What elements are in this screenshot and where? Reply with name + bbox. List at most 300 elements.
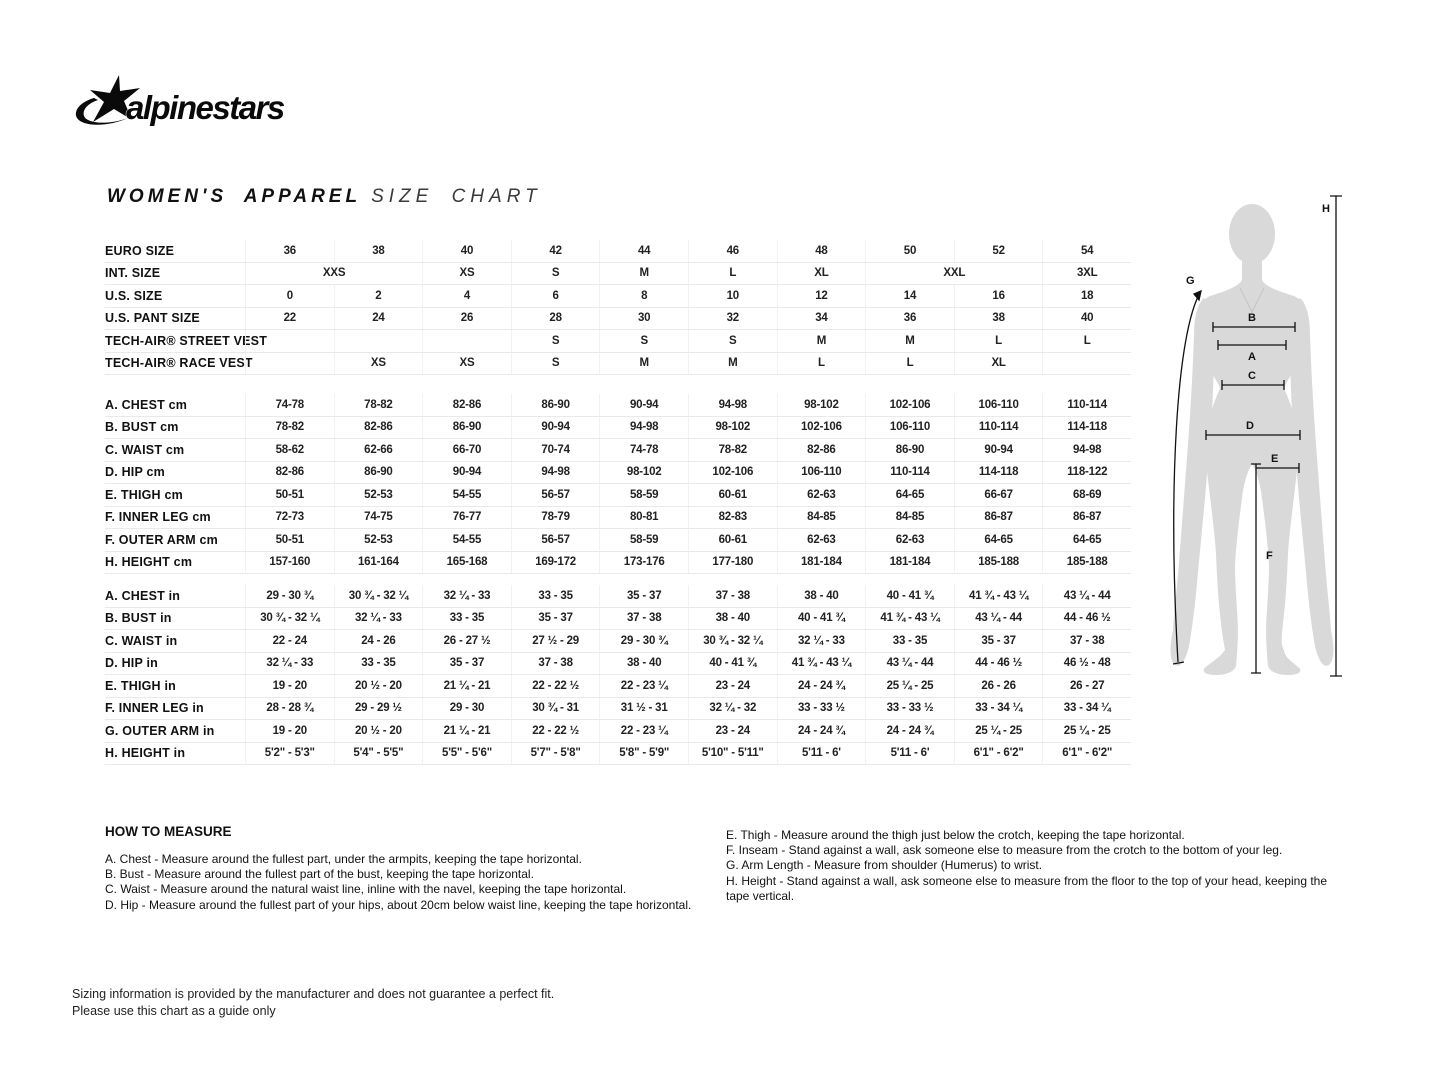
- size-table-section-in: [105, 585, 1131, 765]
- table-cell: 43 ¼ - 44: [954, 608, 1043, 630]
- row-label: D. HIP in: [105, 656, 158, 671]
- table-cell: 86-90: [511, 394, 600, 416]
- table-cell: 6'1" - 6'2": [954, 743, 1043, 765]
- table-cell: 44 - 46 ½: [954, 653, 1043, 675]
- row-label: G. OUTER ARM in: [105, 723, 215, 738]
- table-cell: 40: [1042, 308, 1131, 330]
- table-cell: 90-94: [422, 462, 511, 484]
- size-table-section-tech_air: [105, 330, 1131, 375]
- table-cell: 32: [688, 308, 777, 330]
- table-cell: L: [777, 353, 866, 375]
- row-label: F. INNER LEG in: [105, 701, 204, 716]
- table-cell: 4: [422, 285, 511, 307]
- table-cell: M: [599, 353, 688, 375]
- table-cell: 78-82: [688, 439, 777, 461]
- table-row: [105, 630, 1131, 653]
- table-cell: 78-82: [245, 417, 334, 439]
- size-table-section-cm: [105, 394, 1131, 574]
- table-row: [105, 330, 1131, 353]
- row-label: C. WAIST in: [105, 633, 178, 648]
- table-cell: [334, 330, 423, 352]
- table-cell: 24 - 26: [334, 630, 423, 652]
- table-cell: 58-62: [245, 439, 334, 461]
- table-cell: 86-90: [422, 417, 511, 439]
- row-label: E. THIGH cm: [105, 487, 183, 502]
- table-cell: 114-118: [954, 462, 1043, 484]
- table-cell: XS: [422, 353, 511, 375]
- table-cell: 22 - 23 ¼: [599, 720, 688, 742]
- table-cell: 52: [954, 240, 1043, 262]
- row-label: H. HEIGHT cm: [105, 555, 193, 570]
- table-cell: 82-86: [334, 417, 423, 439]
- table-cell: 94-98: [688, 394, 777, 416]
- how-to-measure-left-column: [105, 824, 705, 913]
- table-cell: 62-63: [777, 529, 866, 551]
- arm-length-arrowhead: [1194, 291, 1201, 300]
- arm-length-label: G: [1186, 275, 1195, 287]
- table-cell: 35 - 37: [599, 585, 688, 607]
- table-cell: 22 - 23 ¼: [599, 675, 688, 697]
- table-cell: 33 - 33 ½: [777, 698, 866, 720]
- table-cell: S: [511, 263, 600, 285]
- table-cell: 32 ¼ - 33: [422, 585, 511, 607]
- table-cell: 5'11 - 6': [777, 743, 866, 765]
- table-cell: 5'2" - 5'3": [245, 743, 334, 765]
- row-label: F. OUTER ARM cm: [105, 532, 218, 547]
- table-cell: 30: [599, 308, 688, 330]
- table-cell: 181-184: [865, 552, 954, 574]
- table-cell: 32 ¼ - 33: [334, 608, 423, 630]
- page-title: [107, 186, 542, 208]
- table-cell: 106-110: [954, 394, 1043, 416]
- row-label: INT. SIZE: [105, 266, 161, 281]
- table-cell: M: [688, 353, 777, 375]
- table-cell: 169-172: [511, 552, 600, 574]
- table-cell: 41 ¾ - 43 ¼: [777, 653, 866, 675]
- table-cell: 5'5" - 5'6": [422, 743, 511, 765]
- how-to-measure-heading: HOW TO MEASURE: [105, 824, 232, 839]
- row-label: H. HEIGHT in: [105, 746, 186, 761]
- hip-label: D: [1246, 420, 1254, 432]
- table-cell: 38: [954, 308, 1043, 330]
- table-row: [105, 417, 1131, 440]
- how-to-measure-item: G. Arm Length - Measure from shoulder (Humerus) to wrist.: [726, 858, 1043, 873]
- table-cell: 33 - 34 ¼: [1042, 698, 1131, 720]
- table-cell: 74-75: [334, 507, 423, 529]
- table-row: [105, 507, 1131, 530]
- body-measurement-diagram: [1158, 192, 1368, 692]
- table-cell: 19 - 20: [245, 720, 334, 742]
- table-cell: 110-114: [1042, 394, 1131, 416]
- table-cell: 5'7" - 5'8": [511, 743, 600, 765]
- table-row: [105, 308, 1131, 331]
- table-cell: 106-110: [865, 417, 954, 439]
- table-cell: 5'11 - 6': [865, 743, 954, 765]
- page-title-sub: SIZE CHART: [371, 186, 542, 207]
- table-cell: XS: [334, 353, 423, 375]
- table-cell: 106-110: [777, 462, 866, 484]
- table-cell: 40 - 41 ¾: [688, 653, 777, 675]
- table-cell: 82-86: [422, 394, 511, 416]
- table-cell: 5'4" - 5'5": [334, 743, 423, 765]
- table-row: [105, 585, 1131, 608]
- table-cell: 62-63: [777, 484, 866, 506]
- table-cell: 94-98: [1042, 439, 1131, 461]
- table-cell: 34: [777, 308, 866, 330]
- table-cell: 52-53: [334, 484, 423, 506]
- table-cell: 27 ½ - 29: [511, 630, 600, 652]
- table-row: [105, 353, 1131, 376]
- table-cell: 6: [511, 285, 600, 307]
- table-row: [105, 552, 1131, 575]
- table-cell: 30 ¾ - 32 ¼: [688, 630, 777, 652]
- table-cell: 35 - 37: [511, 608, 600, 630]
- table-cell: 161-164: [334, 552, 423, 574]
- table-cell: S: [511, 330, 600, 352]
- table-row: [105, 263, 1131, 286]
- table-cell: 181-184: [777, 552, 866, 574]
- row-label: A. CHEST cm: [105, 397, 188, 412]
- table-row: [105, 653, 1131, 676]
- table-cell: 84-85: [865, 507, 954, 529]
- table-cell: 68-69: [1042, 484, 1131, 506]
- table-cell: 26 - 26: [954, 675, 1043, 697]
- table-cell: 86-90: [865, 439, 954, 461]
- size-table-section-sizes: [105, 240, 1131, 330]
- how-to-measure-item: A. Chest - Measure around the fullest part, under the armpits, keeping the tape horizontal.: [105, 852, 582, 866]
- inseam-label: F: [1266, 550, 1273, 562]
- table-row: [105, 743, 1131, 766]
- table-cell: 37 - 38: [1042, 630, 1131, 652]
- table-cell: 173-176: [599, 552, 688, 574]
- table-cell: 66-70: [422, 439, 511, 461]
- table-cell: [245, 353, 334, 375]
- table-cell: 74-78: [245, 394, 334, 416]
- table-cell: 165-168: [422, 552, 511, 574]
- how-to-measure-right-column: [726, 828, 1342, 904]
- table-cell: XXL: [865, 263, 1042, 285]
- table-cell: 8: [599, 285, 688, 307]
- table-cell: 36: [245, 240, 334, 262]
- table-cell: 177-180: [688, 552, 777, 574]
- table-cell: XS: [422, 263, 511, 285]
- table-row: [105, 462, 1131, 485]
- table-cell: 118-122: [1042, 462, 1131, 484]
- table-cell: 26 - 27 ½: [422, 630, 511, 652]
- table-cell: 44: [599, 240, 688, 262]
- table-cell: 48: [777, 240, 866, 262]
- table-row: [105, 484, 1131, 507]
- how-to-measure-item: B. Bust - Measure around the fullest part of the bust, keeping the tape horizontal.: [105, 867, 534, 882]
- table-cell: 37 - 38: [599, 608, 688, 630]
- table-cell: 12: [777, 285, 866, 307]
- table-cell: 82-86: [777, 439, 866, 461]
- table-cell: 26 - 27: [1042, 675, 1131, 697]
- table-cell: 58-59: [599, 484, 688, 506]
- table-cell: 43 ¼ - 44: [865, 653, 954, 675]
- table-cell: XL: [777, 263, 866, 285]
- table-cell: 43 ¼ - 44: [1042, 585, 1131, 607]
- table-cell: 74-78: [599, 439, 688, 461]
- table-cell: 54-55: [422, 529, 511, 551]
- table-cell: 32 ¼ - 33: [245, 653, 334, 675]
- row-label: EURO SIZE: [105, 243, 175, 258]
- table-cell: 62-66: [334, 439, 423, 461]
- table-cell: 86-87: [954, 507, 1043, 529]
- table-cell: 84-85: [777, 507, 866, 529]
- table-cell: 64-65: [865, 484, 954, 506]
- table-cell: 24 - 24 ¾: [777, 720, 866, 742]
- table-cell: 30 ¾ - 32 ¼: [245, 608, 334, 630]
- table-cell: 110-114: [954, 417, 1043, 439]
- table-cell: 60-61: [688, 529, 777, 551]
- table-cell: 98-102: [777, 394, 866, 416]
- table-cell: 22 - 22 ½: [511, 720, 600, 742]
- table-cell: 40 - 41 ¾: [865, 585, 954, 607]
- table-row: [105, 439, 1131, 462]
- table-cell: 52-53: [334, 529, 423, 551]
- table-cell: 0: [245, 285, 334, 307]
- table-cell: 26: [422, 308, 511, 330]
- how-to-measure-item: F. Inseam - Stand against a wall, ask someone else to measure from the crotch to the bottom of your leg.: [726, 843, 1283, 858]
- alpinestars-logo: [72, 74, 327, 136]
- table-cell: 114-118: [1042, 417, 1131, 439]
- table-cell: 22 - 22 ½: [511, 675, 600, 697]
- table-row: [105, 529, 1131, 552]
- table-cell: 20 ½ - 20: [334, 675, 423, 697]
- table-cell: 33 - 35: [865, 630, 954, 652]
- table-cell: 78-79: [511, 507, 600, 529]
- row-label: B. BUST in: [105, 611, 172, 626]
- table-row: [105, 394, 1131, 417]
- footer-disclaimer: [72, 986, 672, 1019]
- table-cell: 82-86: [245, 462, 334, 484]
- table-cell: 5'10" - 5'11": [688, 743, 777, 765]
- table-row: [105, 285, 1131, 308]
- table-cell: 29 - 30 ¾: [599, 630, 688, 652]
- table-cell: 56-57: [511, 529, 600, 551]
- table-cell: 80-81: [599, 507, 688, 529]
- inseam-measure-line: [1251, 464, 1261, 673]
- how-to-measure-left-items: [105, 852, 705, 913]
- table-cell: 41 ¾ - 43 ¼: [954, 585, 1043, 607]
- table-cell: 90-94: [511, 417, 600, 439]
- table-cell: 38 - 40: [777, 585, 866, 607]
- alpinestars-logo-text: alpinestars: [126, 89, 284, 126]
- table-cell: S: [511, 353, 600, 375]
- table-cell: 25 ¼ - 25: [1042, 720, 1131, 742]
- table-cell: 54-55: [422, 484, 511, 506]
- table-cell: 64-65: [1042, 529, 1131, 551]
- table-cell: 50-51: [245, 484, 334, 506]
- table-cell: M: [599, 263, 688, 285]
- table-cell: 24: [334, 308, 423, 330]
- table-cell: 98-102: [688, 417, 777, 439]
- bust-label: B: [1248, 312, 1256, 324]
- page-title-main: WOMEN'S APPAREL: [107, 186, 362, 207]
- table-cell: 58-59: [599, 529, 688, 551]
- table-cell: 102-106: [865, 394, 954, 416]
- table-cell: 33 - 35: [511, 585, 600, 607]
- table-cell: 38 - 40: [688, 608, 777, 630]
- row-label: TECH-AIR® RACE VEST: [105, 356, 253, 371]
- table-cell: 36: [865, 308, 954, 330]
- table-cell: 102-106: [688, 462, 777, 484]
- table-cell: 28 - 28 ¾: [245, 698, 334, 720]
- table-cell: [245, 330, 334, 352]
- table-cell: 98-102: [599, 462, 688, 484]
- table-cell: 22: [245, 308, 334, 330]
- table-cell: 50: [865, 240, 954, 262]
- table-cell: 25 ¼ - 25: [865, 675, 954, 697]
- table-cell: 46: [688, 240, 777, 262]
- table-cell: 25 ¼ - 25: [954, 720, 1043, 742]
- table-cell: 40: [422, 240, 511, 262]
- table-cell: 28: [511, 308, 600, 330]
- table-cell: 72-73: [245, 507, 334, 529]
- table-cell: 94-98: [599, 417, 688, 439]
- table-cell: 86-90: [334, 462, 423, 484]
- table-cell: 6'1" - 6'2": [1042, 743, 1131, 765]
- table-cell: 64-65: [954, 529, 1043, 551]
- table-cell: 33 - 33 ½: [865, 698, 954, 720]
- table-cell: 37 - 38: [511, 653, 600, 675]
- table-cell: 44 - 46 ½: [1042, 608, 1131, 630]
- table-cell: 33 - 35: [334, 653, 423, 675]
- table-cell: 18: [1042, 285, 1131, 307]
- table-cell: 185-188: [1042, 552, 1131, 574]
- table-cell: 35 - 37: [422, 653, 511, 675]
- table-cell: 20 ½ - 20: [334, 720, 423, 742]
- chest-label: A: [1248, 351, 1256, 363]
- table-cell: S: [599, 330, 688, 352]
- table-cell: 22 - 24: [245, 630, 334, 652]
- table-cell: L: [688, 263, 777, 285]
- table-cell: 56-57: [511, 484, 600, 506]
- table-cell: 50-51: [245, 529, 334, 551]
- table-cell: 32 ¼ - 33: [777, 630, 866, 652]
- how-to-measure-item: E. Thigh - Measure around the thigh just below the crotch, keeping the tape horizontal.: [726, 828, 1185, 842]
- row-label: U.S. PANT SIZE: [105, 311, 200, 326]
- height-label: H: [1322, 203, 1330, 215]
- table-cell: 90-94: [954, 439, 1043, 461]
- table-cell: L: [865, 353, 954, 375]
- table-cell: 16: [954, 285, 1043, 307]
- table-cell: 37 - 38: [688, 585, 777, 607]
- table-cell: XL: [954, 353, 1043, 375]
- table-cell: 70-74: [511, 439, 600, 461]
- table-cell: 38 - 40: [599, 653, 688, 675]
- table-row: [105, 698, 1131, 721]
- body-silhouette-figure: [1158, 192, 1368, 692]
- table-cell: 21 ¼ - 21: [422, 720, 511, 742]
- table-cell: 3XL: [1042, 263, 1131, 285]
- silhouette-right-arm: [1290, 298, 1333, 666]
- table-cell: M: [865, 330, 954, 352]
- table-cell: 78-82: [334, 394, 423, 416]
- table-row: [105, 675, 1131, 698]
- row-label: D. HIP cm: [105, 465, 165, 480]
- row-label: U.S. SIZE: [105, 288, 163, 303]
- table-cell: 24 - 24 ¾: [777, 675, 866, 697]
- size-table: [105, 240, 1131, 765]
- table-cell: M: [777, 330, 866, 352]
- table-cell: 23 - 24: [688, 675, 777, 697]
- table-cell: XXS: [245, 263, 422, 285]
- silhouette-left-arm: [1171, 298, 1214, 666]
- table-cell: 32 ¼ - 32: [688, 698, 777, 720]
- table-cell: 38: [334, 240, 423, 262]
- table-cell: 185-188: [954, 552, 1043, 574]
- table-cell: 54: [1042, 240, 1131, 262]
- how-to-measure-item: H. Height - Stand against a wall, ask someone else to measure from the floor to the top of your head, keeping the tape vertical.: [726, 873, 1328, 903]
- table-cell: 40 - 41 ¾: [777, 608, 866, 630]
- table-row: [105, 608, 1131, 631]
- table-cell: 62-63: [865, 529, 954, 551]
- table-cell: 19 - 20: [245, 675, 334, 697]
- footer-line-1: Sizing information is provided by the manufacturer and does not guarantee a perfect fit.: [72, 987, 555, 1001]
- table-cell: 29 - 30 ¾: [245, 585, 334, 607]
- table-cell: 21 ¼ - 21: [422, 675, 511, 697]
- table-cell: 35 - 37: [954, 630, 1043, 652]
- table-cell: 24 - 24 ¾: [865, 720, 954, 742]
- table-cell: 66-67: [954, 484, 1043, 506]
- how-to-measure-item: C. Waist - Measure around the natural waist line, inline with the navel, keeping the tape horizontal.: [105, 882, 627, 897]
- table-cell: 60-61: [688, 484, 777, 506]
- table-cell: 94-98: [511, 462, 600, 484]
- row-label: A. CHEST in: [105, 588, 181, 603]
- table-cell: [1042, 353, 1131, 375]
- table-cell: 30 ¾ - 31: [511, 698, 600, 720]
- table-cell: 46 ½ - 48: [1042, 653, 1131, 675]
- table-cell: 2: [334, 285, 423, 307]
- table-cell: 33 - 35: [422, 608, 511, 630]
- table-row: [105, 240, 1131, 263]
- height-measure-line: [1330, 196, 1342, 676]
- table-cell: L: [954, 330, 1043, 352]
- table-cell: 10: [688, 285, 777, 307]
- footer-line-2: Please use this chart as a guide only: [72, 1003, 276, 1018]
- table-cell: L: [1042, 330, 1131, 352]
- table-cell: 76-77: [422, 507, 511, 529]
- table-cell: 29 - 30: [422, 698, 511, 720]
- table-cell: 29 - 29 ½: [334, 698, 423, 720]
- table-cell: 14: [865, 285, 954, 307]
- table-cell: 31 ½ - 31: [599, 698, 688, 720]
- table-cell: 33 - 34 ¼: [954, 698, 1043, 720]
- row-label: B. BUST cm: [105, 420, 179, 435]
- table-cell: [422, 330, 511, 352]
- row-label: C. WAIST cm: [105, 442, 185, 457]
- row-label: E. THIGH in: [105, 678, 176, 693]
- table-cell: 157-160: [245, 552, 334, 574]
- alpinestars-logo-graphic: [72, 74, 327, 136]
- table-cell: 30 ¾ - 32 ¼: [334, 585, 423, 607]
- table-cell: S: [688, 330, 777, 352]
- thigh-label: E: [1271, 453, 1279, 465]
- table-cell: 86-87: [1042, 507, 1131, 529]
- table-cell: 102-106: [777, 417, 866, 439]
- table-cell: 41 ¾ - 43 ¼: [865, 608, 954, 630]
- table-cell: 90-94: [599, 394, 688, 416]
- table-cell: 42: [511, 240, 600, 262]
- table-cell: 5'8" - 5'9": [599, 743, 688, 765]
- table-cell: 110-114: [865, 462, 954, 484]
- table-cell: 23 - 24: [688, 720, 777, 742]
- table-cell: 82-83: [688, 507, 777, 529]
- row-label: F. INNER LEG cm: [105, 510, 211, 525]
- waist-label: C: [1248, 370, 1256, 382]
